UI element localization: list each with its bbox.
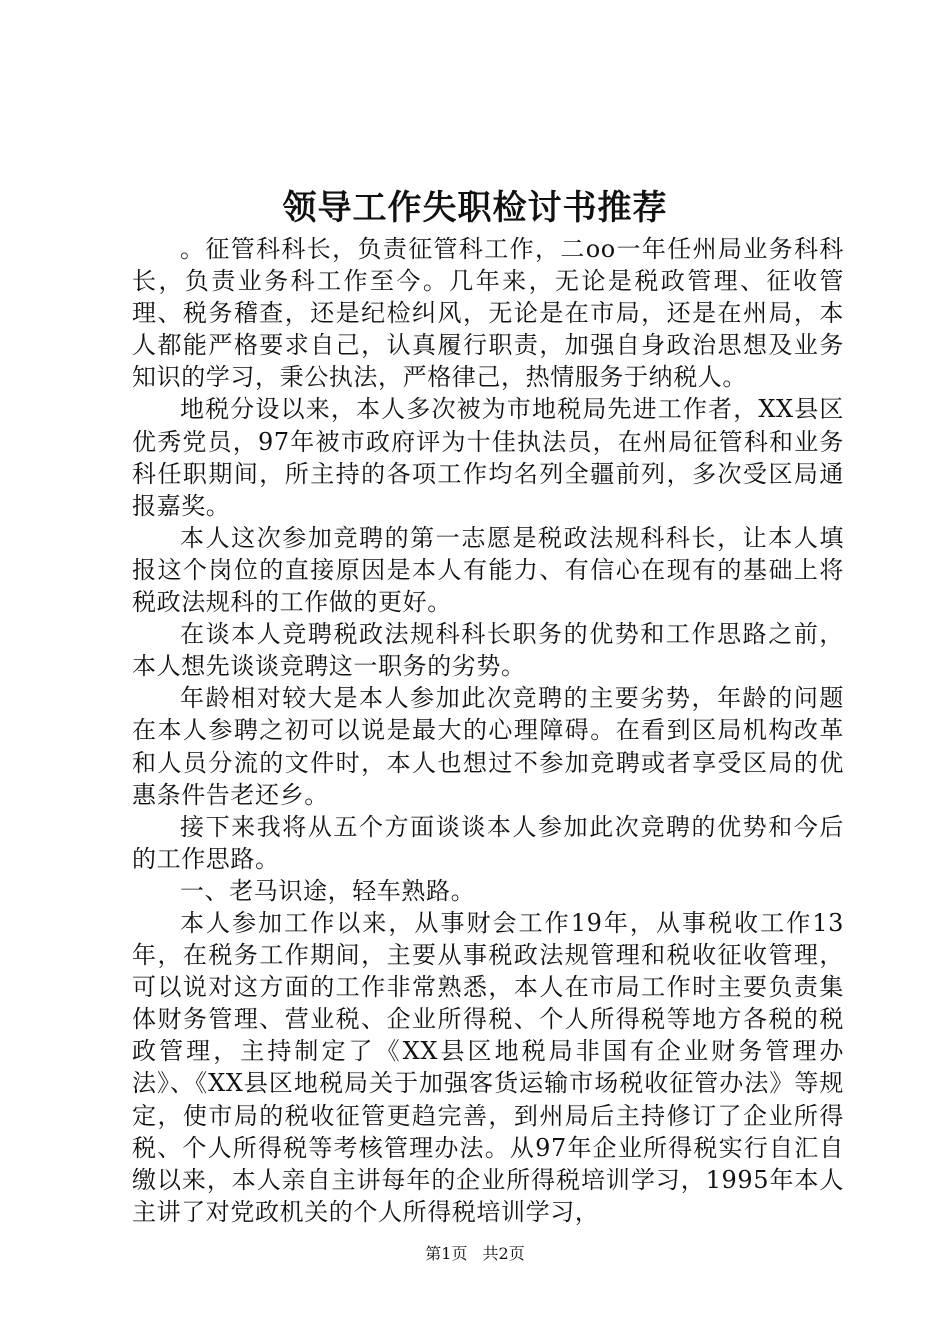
paragraph: 接下来我将从五个方面谈谈本人参加此次竞聘的优势和今后的工作思路。 [132,812,844,873]
page-footer [0,1243,950,1265]
total-pages: 共2页 [482,1244,525,1263]
document-body [132,233,844,1228]
document-title: 领导工作失职检讨书推荐 [282,188,668,228]
page-number: 第1页 [425,1244,468,1263]
paragraph: 地税分设以来，本人多次被为市地税局先进工作者，XX县区优秀党员，97年被市政府评为十佳执法员，在州局征管科和业务科任职期间，所主持的各项工作均名列全疆前列，多次受区局通报嘉奖。 [132,395,844,520]
paragraph: 年龄相对较大是本人参加此次竞聘的主要劣势，年龄的问题在本人参聘之初可以说是最大的心理障碍。在看到区局机构改革和人员分流的文件时，本人也想过不参加竞聘或者享受区局的优惠条件告老还乡。 [132,684,844,809]
paragraph: 。征管科科长，负责征管科工作，二oo一年任州局业务科科长，负责业务科工作至今。几年来，无论是税政管理、征收管理、税务稽查，还是纪检纠风，无论是在市局，还是在州局，本人都能严格要求自己，认真履行职责，加强自身政治思想及业务知识的学习，秉公执法，严格律己，热情服务于纳税人。 [132,235,844,392]
paragraph: 本人这次参加竞聘的第一志愿是税政法规科科长，让本人填报这个岗位的直接原因是本人有能力、有信心在现有的基础上将税政法规科的工作做的更好。 [132,523,844,617]
paragraph: 本人参加工作以来，从事财会工作19年，从事税收工作13年，在税务工作期间，主要从事税政法规管理和税收征收管理，可以说对这方面的工作非常熟悉，本人在市局工作时主要负责集体财务管理、营业税、企业所得税、个人所得税等地方各税的税政管理，主持制定了《XX县区地税局非国有企业财务管理办法》、《XX县区地税局关于加强客货运输市场税收征管办法》等规定，使市局的税收征管更趋完善，到州局后主持修订了企业所得税、个人所得税等考核管理办法。从97年企业所得税实行自汇自缴以来，本人亲自主讲每年的企业所得税培训学习，1995年本人主讲了对党政机关的个人所得税培训学习， [132,908,844,1226]
paragraph: 在谈本人竞聘税政法规科科长职务的优势和工作思路之前，本人想先谈谈竞聘这一职务的劣势。 [132,620,844,681]
section-heading: 一、老马识途，轻车熟路。 [180,876,476,905]
